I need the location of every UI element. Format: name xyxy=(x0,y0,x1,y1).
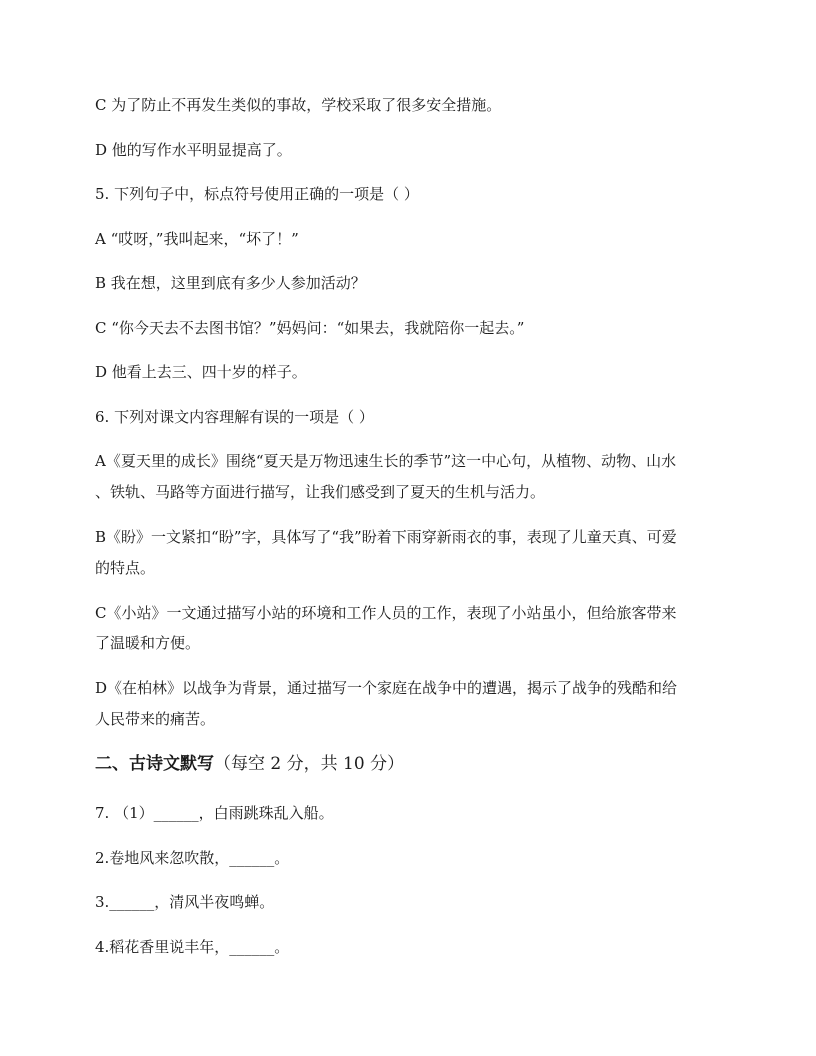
q4-option-d: D 他的写作水平明显提高了。 xyxy=(95,141,292,159)
q6-option-a-line1: A《夏天里的成长》围绕“夏天是万物迅速生长的季节”这一中心句，从植物、动物、山水 xyxy=(95,452,677,470)
q7-item-2: 2.卷地风来忽吹散，______。 xyxy=(95,849,290,867)
q5-stem: 5. 下列句子中，标点符号使用正确的一项是（ ） xyxy=(95,185,419,203)
q5-option-c: C “你今天去不去图书馆？”妈妈问：“如果去，我就陪你一起去。” xyxy=(95,319,525,337)
section2-score-note: （每空 2 分，共 10 分） xyxy=(214,754,405,774)
q4-option-c: C 为了防止不再发生类似的事故，学校采取了很多安全措施。 xyxy=(95,96,502,114)
q5-option-b: B 我在想，这里到底有多少人参加活动？ xyxy=(95,274,366,292)
q7-item-3: 3.______，清风半夜鸣蝉。 xyxy=(95,893,275,911)
q5-option-a: A “哎呀，”我叫起来，“坏了！” xyxy=(95,230,299,248)
section2-title: 二、古诗文默写 xyxy=(95,754,214,774)
q6-option-b-line2: 的特点。 xyxy=(95,559,156,577)
q6-option-c-line2: 了温暖和方便。 xyxy=(95,634,201,652)
q7-item-1: 7. （1）______，白雨跳珠乱入船。 xyxy=(95,804,334,822)
q6-option-b-line1: B《盼》一文紧扣“盼”字，具体写了“我”盼着下雨穿新雨衣的事，表现了儿童天真、可爱 xyxy=(95,528,677,546)
q6-stem: 6. 下列对课文内容理解有误的一项是（ ） xyxy=(95,408,374,426)
q5-option-d: D 他看上去三、四十岁的样子。 xyxy=(95,363,307,381)
q6-option-c-line1: C《小站》一文通过描写小站的环境和工作人员的工作，表现了小站虽小，但给旅客带来 xyxy=(95,604,677,622)
section2-heading xyxy=(95,749,735,779)
q6-option-d-line2: 人民带来的痛苦。 xyxy=(95,710,216,728)
q7-item-4: 4.稻花香里说丰年，______。 xyxy=(95,938,290,956)
q6-option-d-line1: D《在柏林》以战争为背景，通过描写一个家庭在战争中的遭遇，揭示了战争的残酷和给 xyxy=(95,679,678,697)
q6-option-a-line2: 、铁轨、马路等方面进行描写，让我们感受到了夏天的生机与活力。 xyxy=(95,483,546,501)
